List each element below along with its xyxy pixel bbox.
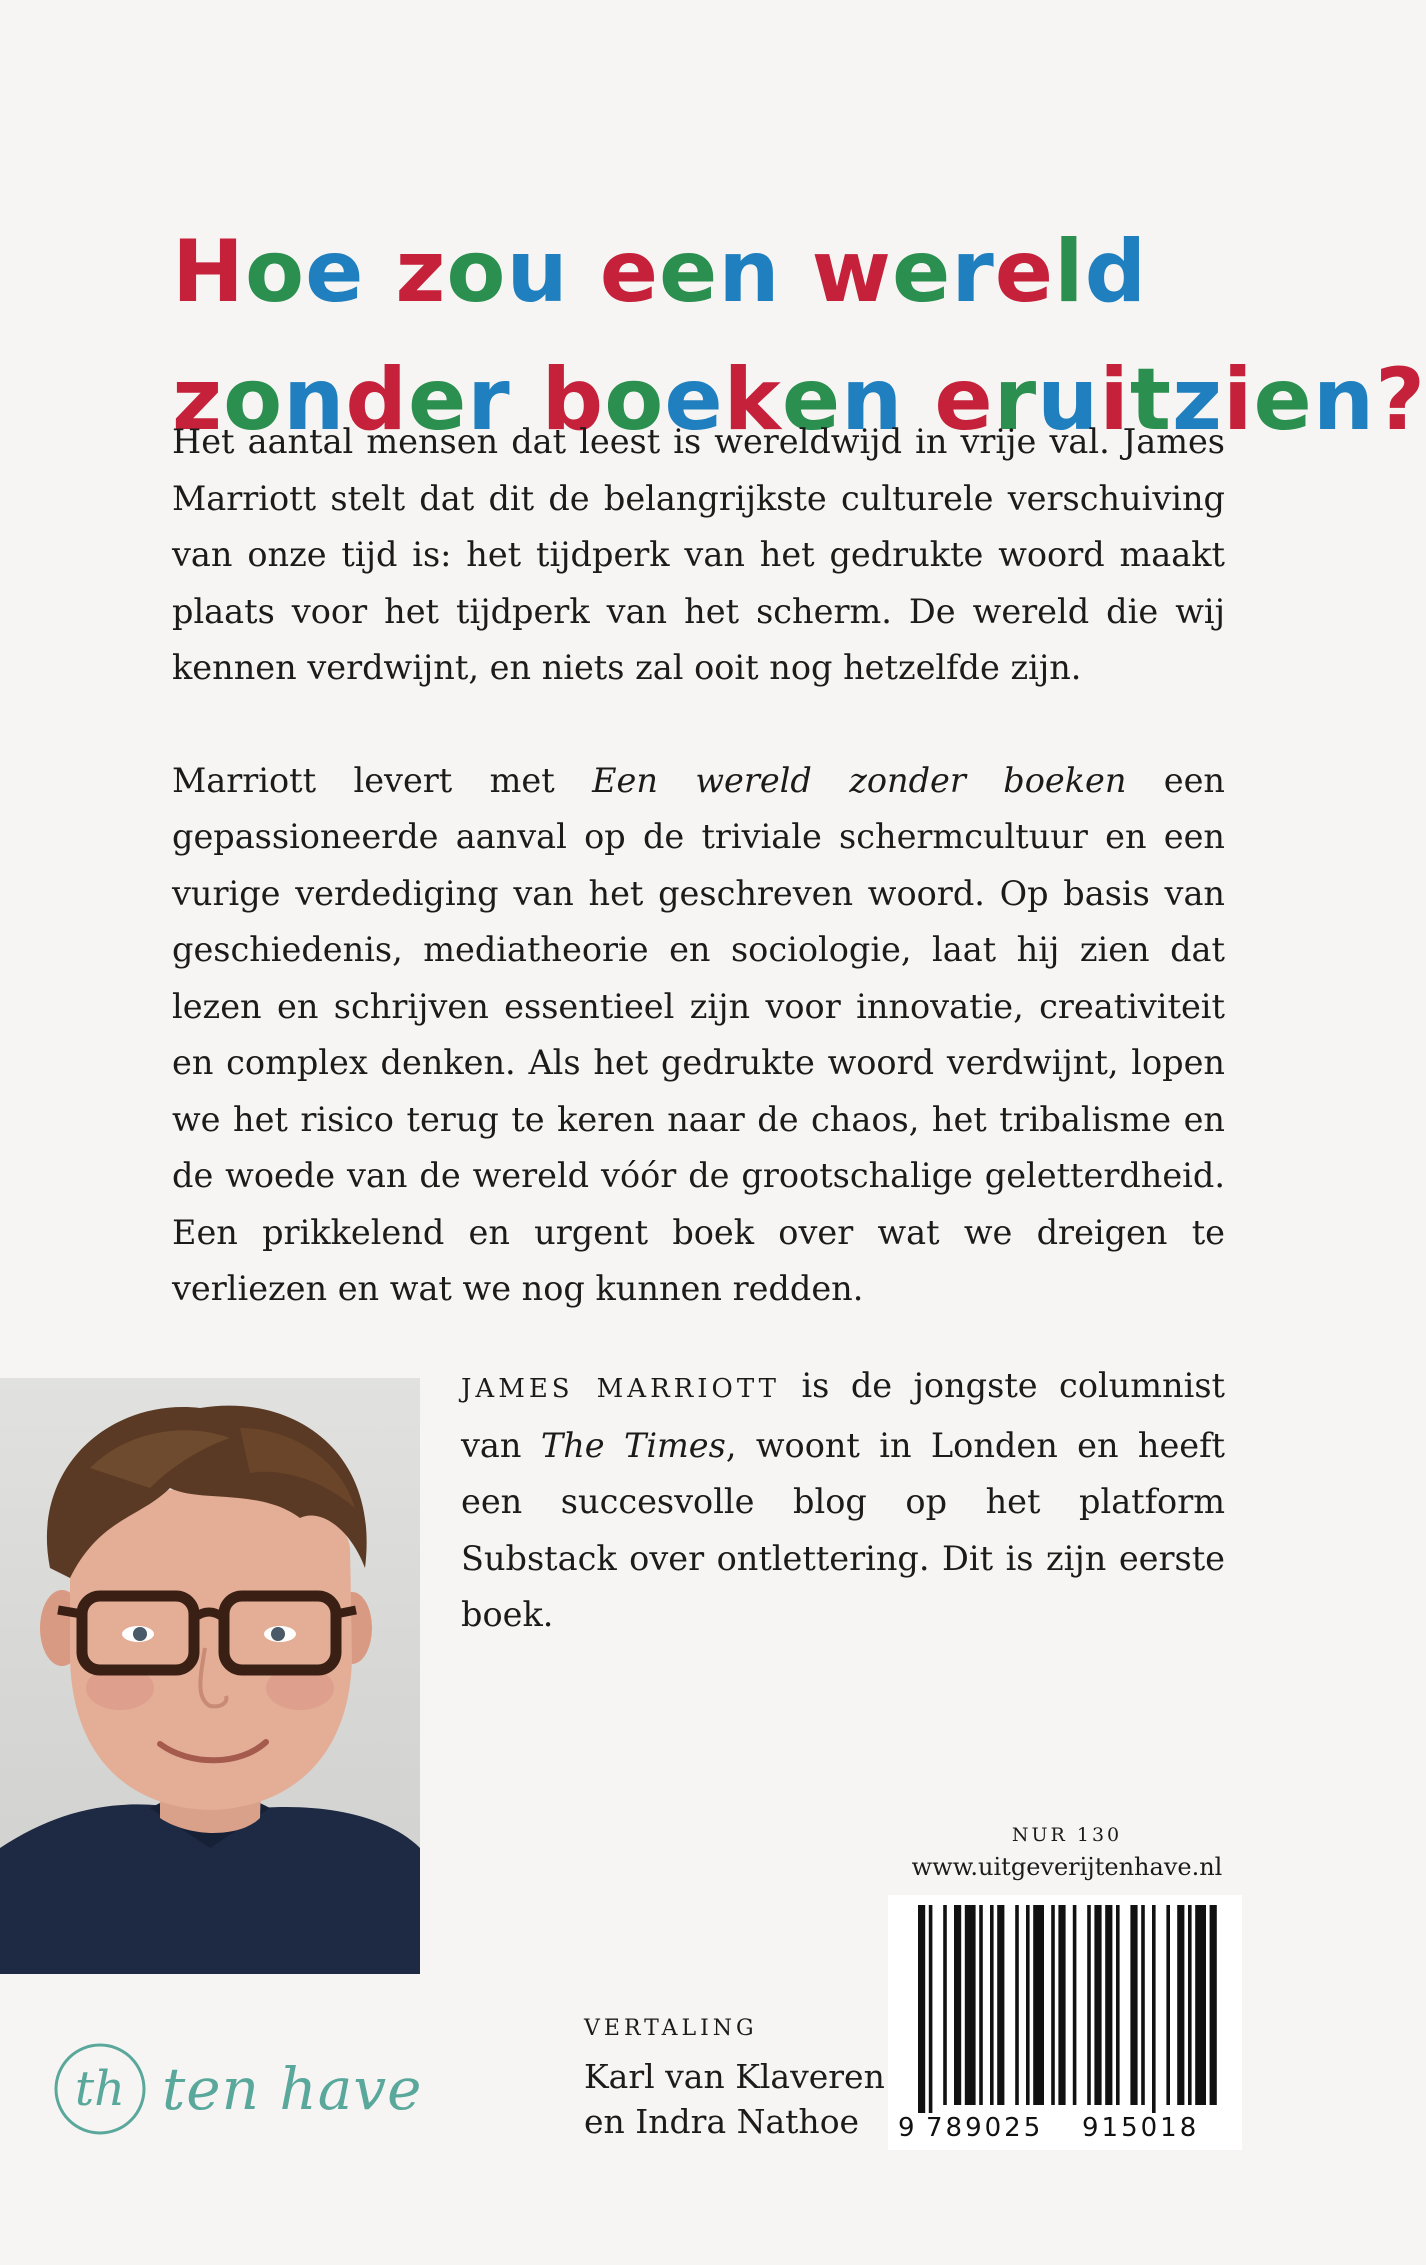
barcode-first-digit: 9 bbox=[898, 2113, 915, 2143]
blurb-p2-rest: een gepassioneerde aanval op de triviale schermcultuur en een vurige verdediging van het geschreven woord. Op basis van geschiedenis, mediatheorie en sociologie, laat hij zien dat lezen en schrijven essentieel zijn voor innovatie, creativiteit en complex denken. Als het gedrukte woord verdwijnt, lopen we het risico terug te keren naar de chaos, het tribalisme en de woede van de wereld vóór de grootschalige geletterdheid. Een prikkelend en urgent boek over wat we dreigen te verliezen en wat we nog kunnen redden. bbox=[172, 760, 1225, 1308]
barcode-bar bbox=[1094, 1905, 1101, 2105]
barcode-bar bbox=[1195, 1905, 1206, 2105]
barcode-bar bbox=[997, 1905, 1004, 2105]
translator-label: VERTALING bbox=[584, 2016, 758, 2041]
blurb-paragraph-2 bbox=[172, 753, 1225, 1318]
barcode-bars bbox=[888, 1895, 1242, 2113]
author-bio-text bbox=[461, 1358, 1225, 1644]
publisher-url: www.uitgeverijtenhave.nl bbox=[911, 1853, 1223, 1881]
barcode-left-digits: 789025 bbox=[926, 2113, 1044, 2143]
barcode-bar bbox=[979, 1905, 983, 2105]
barcode-bar bbox=[1188, 1905, 1192, 2105]
author-name: JAMES MARRIOTT bbox=[461, 1374, 780, 1404]
barcode-bar bbox=[965, 1905, 976, 2105]
barcode-bar bbox=[1033, 1905, 1044, 2105]
blurb bbox=[172, 414, 1225, 1318]
publication-name: The Times bbox=[540, 1425, 726, 1465]
barcode-bar bbox=[1116, 1905, 1120, 2105]
barcode-bar bbox=[1166, 1905, 1170, 2105]
barcode-right-digits: 915018 bbox=[1082, 2113, 1200, 2143]
publisher-name: ten have bbox=[162, 2055, 423, 2123]
svg-text:th: th bbox=[74, 2061, 126, 2117]
barcode-bar bbox=[1015, 1905, 1019, 2105]
barcode-bar bbox=[1058, 1905, 1065, 2105]
barcode-bar bbox=[1051, 1905, 1055, 2105]
barcode-bar bbox=[1210, 1905, 1217, 2105]
barcode-bar bbox=[1177, 1905, 1184, 2105]
headline-line-1: Hoe zou een wereld bbox=[172, 221, 1148, 322]
barcode-bar bbox=[1141, 1905, 1145, 2105]
publisher-logo bbox=[52, 2034, 422, 2144]
blurb-paragraph-1: Het aantal mensen dat leest is wereldwijd in vrije val. James Marriott stelt dat dit de belangrijkste culturele verschuiving van onze tijd is: het tijdperk van het gedrukte woord maakt plaats voor het tijdperk van het scherm. De wereld die wij kennen verdwijnt, en niets zal ooit nog hetzelfde zijn. bbox=[172, 422, 1225, 687]
barcode-digits bbox=[888, 2113, 1242, 2147]
author-portrait-illustration bbox=[0, 1378, 420, 1974]
translator-name-1: Karl van Klaveren bbox=[584, 2057, 885, 2096]
author-photo bbox=[0, 1378, 420, 1974]
barcode-bar bbox=[1105, 1905, 1112, 2105]
book-title-italic: Een wereld zonder boeken bbox=[592, 760, 1127, 800]
publisher-monogram-icon bbox=[52, 2041, 148, 2137]
barcode-bar bbox=[1130, 1905, 1137, 2105]
author-bio-part-1: is de jongste columnist van bbox=[461, 1366, 1225, 1465]
isbn-barcode bbox=[888, 1895, 1242, 2150]
author-bio bbox=[461, 1358, 1225, 1644]
translator-credit bbox=[584, 2012, 904, 2144]
blurb-p2-intro: Marriott levert met bbox=[172, 760, 593, 800]
barcode-bar bbox=[954, 1905, 961, 2105]
barcode-bar bbox=[1152, 1905, 1156, 2113]
headline-line-2: zonder boeken eruitzien? bbox=[172, 349, 1426, 450]
author-bio-part-2: , woont in Londen en heeft een succesvolle blog op het platform Substack over ontlettering. Dit is zijn eerste boek. bbox=[461, 1425, 1225, 1634]
translator-name-2: en Indra Nathoe bbox=[584, 2102, 860, 2141]
barcode-bar bbox=[1073, 1905, 1077, 2105]
barcode-bar bbox=[990, 1905, 994, 2105]
barcode-bar bbox=[1087, 1905, 1091, 2105]
barcode-bar bbox=[929, 1905, 933, 2113]
barcode-bar bbox=[918, 1905, 925, 2113]
barcode-bar bbox=[943, 1905, 947, 2105]
nur-code: NUR 130 bbox=[1011, 1824, 1123, 1846]
barcode-bar bbox=[1026, 1905, 1030, 2105]
